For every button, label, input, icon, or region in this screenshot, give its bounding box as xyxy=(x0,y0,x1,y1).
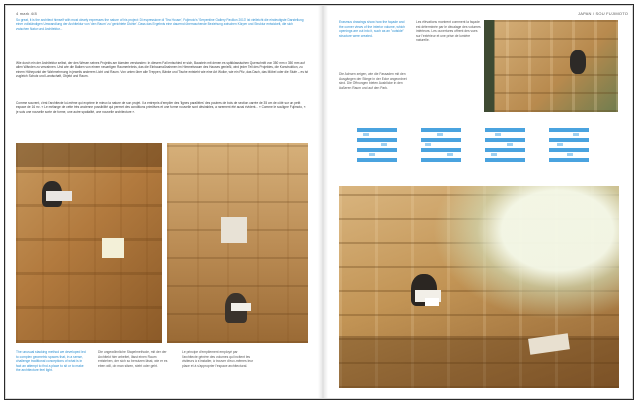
right-caption-english: Erasmus drawings show how the façade and the corner views of the interior volume, which openings are cut into it, such as an "outside" structure were created. xyxy=(339,20,405,38)
elevation-diagram-3 xyxy=(479,124,531,164)
lead-text: So great, it is the architect himself with most clearly expresses the nature of his project: Di espressione di 'Tea House', Fujimoto's 'Serpentine Gallery Pavilion 2013' ist vielleicht die eindeutigste Darstellung einer vollständigen Umwandlung der Architektur von 'den Raum' zu 'gerichtete Dichte'. Dass das Ergebnis eine dauernd überraschende Beziehung zwischen Körper und Struktur entwickelt, die sich zwischen Natur und Architektur... xyxy=(16,18,304,31)
caption-english: The unusual stacking method we developed led to complex geometric spaces that, in a sense, challenge traditional conceptions of what is in fact an attempt to find a place to sit or to make the architecture feel light. xyxy=(16,350,86,372)
spine-gutter xyxy=(318,6,328,398)
exterior-photo-top xyxy=(484,20,618,112)
magazine-spread xyxy=(6,6,632,398)
elevation-diagram-2 xyxy=(415,124,467,164)
caption-german: Die ungewöhnliche Stapelmethode, mit der der Architekt hier arbeitet, lässt einen Raum entstehen, der sich so benutzen lässt, wie er es eben will, ob man sitzen, steht oder geht. xyxy=(98,350,168,368)
elevation-diagram-4 xyxy=(543,124,595,164)
ceiling-shadow xyxy=(16,143,162,167)
open-book xyxy=(425,298,439,306)
body-german: Wie durch ein der Architektur selbst, der des Wesen seines Projekts am klarsten verstanden: In diesem Fall entschied er sich, Baustein mit denen es spätklassischen Querschnitt von 350 mm x 350 mm auf allen Wänden zu verzahnen. Und wie die Balken von einem neuartigen Raumerlebnis, das die Einbaumaßnahmen im Himmelsraum des Hauses genießt, wird jeder Teil des Projektes, die Konstruktion, zu einem Höhepunkt der Wahrnehmung in jeweils anderem Licht und Raum. Von unten über alle Treppen, Bänke und Tische entsteht wie eine Art Wolke, wie ein Pilz, das Dach, das Möbel oder die Stufe – es ist zugleich Schutz und Landschaft, Objekt und Raum. xyxy=(16,61,308,79)
right-folio: JAPAN / SOU FUJIMOTO xyxy=(578,11,629,16)
interior-photo-right xyxy=(167,143,308,343)
elevation-diagrams xyxy=(351,124,596,166)
left-folio: 4 mark 4/8 xyxy=(16,11,37,16)
right-caption-french: Les élévations montrent comment la façade est déterminée par le décalage des volumes intérieurs. Les ouvertures offrent des vues sur l'extérieur et une prise de lumière naturelle. xyxy=(416,20,481,42)
elevation-diagram-1 xyxy=(351,124,403,164)
person-on-step xyxy=(570,50,586,74)
interior-photo-large xyxy=(339,186,619,388)
interior-photo-left xyxy=(16,143,162,343)
window-light xyxy=(221,217,247,243)
book xyxy=(231,303,251,311)
lead-paragraph xyxy=(16,18,306,48)
window-opening xyxy=(102,238,124,258)
body-french: Comme souvent, c'est l'architecte lui-même qui exprime le mieux la nature de son projet. Il a entrepris d'empiler des 'lignes parallèles' des poutres de bois de section carrée de 35 cm de côté sur un petit espace de 16 m². « Le mélange de cette très ancienne possibilité qui permet des conditions primitives et une forme nouvelle sont désirables, a rarement été aussi évident... » Comme le souligne Fujimoto, « je suis une nouvelle sorte de forme, une autre spatialité, une nouvelle architecture ». xyxy=(16,101,306,114)
right-caption-german: Die Achsen zeigen, wie die Fassaden mit den Ausgängen der Stiege in der Ecke angeordnet sind. Die Öffnungen bieten Ausblicke in den äußeren Raum und auf den Park. xyxy=(339,72,407,90)
caption-french: Le principe d'empilement employé par l'architecte génère des volumes qui incitent les visiteurs à s'installer, à trouver d'eux-mêmes leur place et à s'approprier l'espace architectural. xyxy=(182,350,254,368)
person-shirt xyxy=(46,191,72,201)
floor-shadow xyxy=(339,336,619,388)
